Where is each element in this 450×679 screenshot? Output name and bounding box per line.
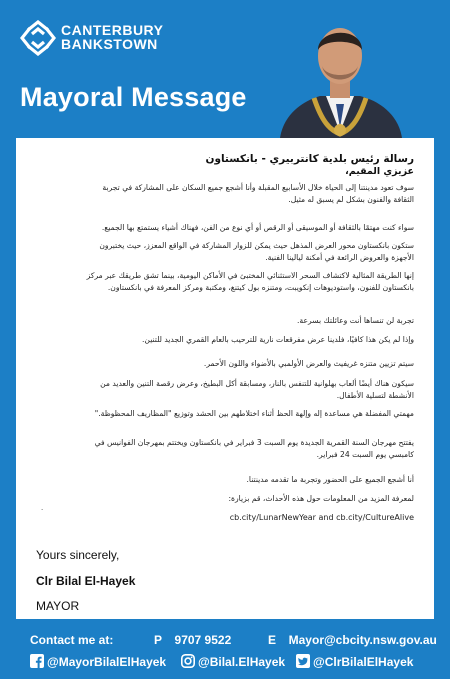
arabic-title: رسالة رئيس بلدية كانتربيري - بانكستاون bbox=[205, 153, 414, 165]
header bbox=[0, 0, 450, 138]
arabic-paragraph-line: تجربة لن تنساها أنت وعائلتك بسرعة. bbox=[297, 316, 414, 325]
arabic-paragraph-line: سواء كنت مهتمًا بالثقافة أو الموسيقى أو الرقص أو أي نوع من الفن، فهناك أشياء يستمتع بها الجميع. bbox=[101, 223, 414, 232]
twitter-handle[interactable]: @ClrBilalElHayek bbox=[313, 655, 414, 669]
closing: Yours sincerely, bbox=[36, 548, 120, 562]
canterbury-bankstown-logo bbox=[20, 20, 56, 56]
arabic-paragraph-line: لمعرفة المزيد من المعلومات حول هذه الأحداث، قم بزيارة: bbox=[228, 494, 414, 503]
arabic-paragraph-line: ستكون بانكستاون محور العرض المذهل حيث يمكن للزوار المشاركة في الواقع المعزز، حيث يختبرون bbox=[99, 241, 414, 250]
arabic-paragraph-line: سوف تعود مدينتنا إلى الحياة خلال الأسابيع المقبلة وأنا أشجع جميع السكان على المشاركة في تجربة bbox=[102, 183, 414, 192]
logo-line-2: BANKSTOWN bbox=[61, 36, 158, 52]
arabic-paragraph-line: بانكستاون للفنون، واستوديوهات إنكويبت، ومتنزه بول كيتنغ، ومكتبة ومركز المعرفة في بانكستاون. bbox=[107, 283, 414, 292]
instagram-handle[interactable]: @Bilal.ElHayek bbox=[198, 655, 286, 669]
twitter-icon[interactable] bbox=[296, 654, 310, 668]
body-dot: . bbox=[41, 503, 44, 512]
arabic-paragraph-line: مهمتي المفضلة هي مساعدة إله وإلهة الحظ أثناء اختلاطهم بين الحشد وتوزيع "المظاريف المحظوظة." bbox=[94, 409, 414, 418]
facebook-icon[interactable] bbox=[30, 654, 44, 668]
contact-row bbox=[30, 633, 437, 647]
email-address[interactable]: Mayor@cbcity.nsw.gov.au bbox=[288, 633, 437, 647]
email-label: E bbox=[267, 633, 276, 647]
arabic-paragraph-line: سيكون هناك أيضًا ألعاب بهلوانية للتنفس بالنار، ومسابقة أكل البطيخ، وعرض رقصة التنين والعديد من bbox=[100, 379, 414, 388]
arabic-paragraph-line: يفتتح مهرجان السنة القمرية الجديدة يوم السبت 3 فبراير في بانكستاون ويختتم بمهرجان الفوانيس في bbox=[94, 438, 414, 447]
signatory-role: MAYOR bbox=[36, 599, 80, 613]
instagram-icon[interactable] bbox=[181, 654, 195, 668]
signatory-name: Clr Bilal El-Hayek bbox=[36, 574, 136, 588]
arabic-paragraph-line: أنا أشجع الجميع على الحضور وتجربة ما تقدمه مدينتنا. bbox=[246, 475, 414, 484]
arabic-paragraph-line: كامبسي يوم السبت 24 فبراير. bbox=[316, 450, 414, 459]
contact-label: Contact me at: bbox=[30, 633, 114, 647]
arabic-paragraph-line: الأنشطة لتسلية الأطفال. bbox=[336, 391, 414, 400]
letter-card bbox=[16, 138, 434, 619]
mayor-photo bbox=[276, 12, 404, 138]
event-links[interactable]: cb.city/LunarNewYear and cb.city/CultureAlive bbox=[229, 513, 414, 522]
arabic-greeting: عزيزي المقيم، bbox=[345, 166, 414, 177]
logo-wordmark bbox=[61, 23, 163, 51]
phone-label: P bbox=[154, 633, 162, 647]
facebook-handle[interactable]: @MayorBilalElHayek bbox=[47, 655, 167, 669]
arabic-paragraph-line: الثقافة والفنون بشكل لم يسبق له مثيل. bbox=[288, 195, 414, 204]
arabic-paragraph-line: إنها الطريقة المثالية لاكتشاف السحر الاستثنائي المختبئ في الأماكن اليومية، بينما تشق طريقك عبر مركز bbox=[86, 271, 414, 280]
phone-number[interactable]: 9707 9522 bbox=[174, 633, 232, 647]
arabic-paragraph-line: الأجهزة والعروض الرائعة في أمكنة ليالينا الفنية. bbox=[265, 253, 414, 262]
arabic-paragraph-line: سيتم تزيين متنزه غريفيث والعرض الأولمبي بالأضواء واللون الأحمر. bbox=[203, 359, 414, 368]
logo-line-1: CANTERBURY bbox=[61, 22, 164, 38]
arabic-paragraph-line: وإذا لم يكن هذا كافيًا، فلدينا عرض مفرقعات نارية للترحيب بالعام القمري الجديد للتنين. bbox=[142, 335, 414, 344]
page-title: Mayoral Message bbox=[20, 82, 247, 112]
